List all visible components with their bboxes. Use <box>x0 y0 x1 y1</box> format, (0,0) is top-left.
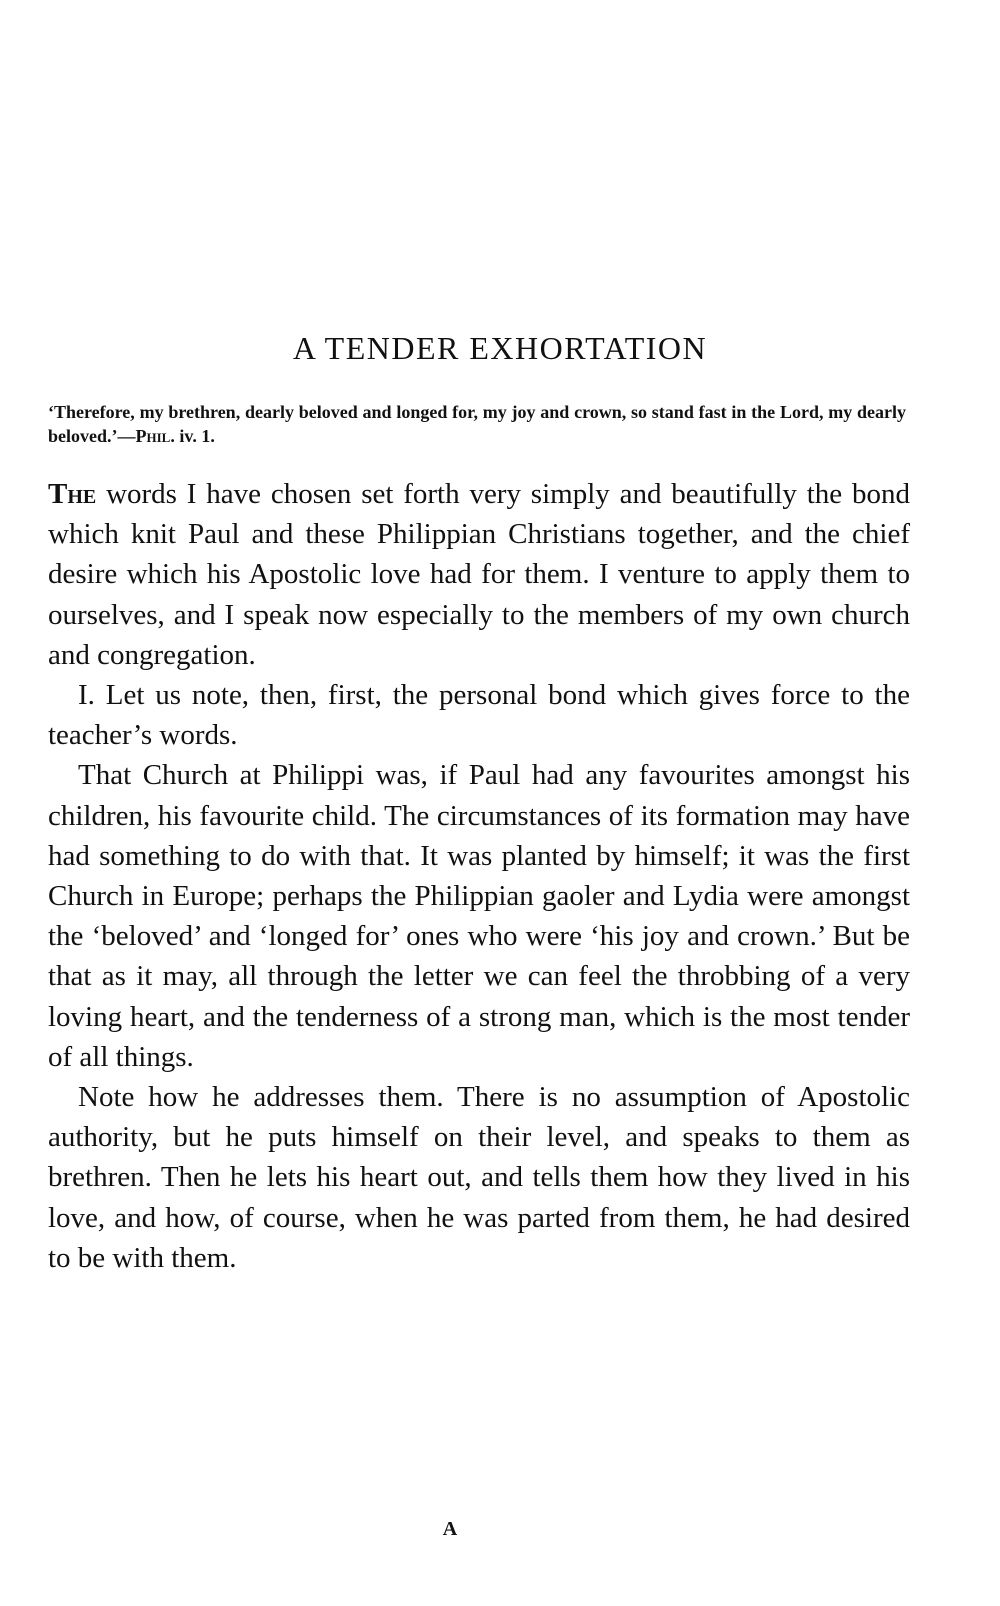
paragraph-1-lead-word: The <box>48 478 97 510</box>
paragraph-3: That Church at Philippi was, if Paul had any favourites amongst his children, his favourite child. The circumstances of its formation may have had something to do with that. It was planted by himself; it was the first Church in Europe; perhaps the Philippian gaoler and Lydia were amongst the ‘beloved’ and ‘longed for’ ones who were ‘his joy and crown.’ But be that as it may, all through the letter we can feel the throbbing of a very loving heart, and the tenderness of a strong man, which is the most tender of all things. <box>48 759 910 1073</box>
epigraph-reference-book: Phil. <box>135 426 175 446</box>
body-text <box>48 474 910 1278</box>
chapter-title: A TENDER EXHORTATION <box>292 330 708 366</box>
paragraph-4: Note how he addresses them. There is no assumption of Apostolic authority, but he puts himself on their level, and speaks to them as brethren. Then he lets his heart out, and tells them how they lived in his love, and how, of course, when he was parted from them, he had desired to be with them. <box>48 1081 910 1274</box>
paragraph-1-text: words I have chosen set forth very simply and beautifully the bond which knit Paul and these Philippian Christians together, and the chief desire which his Apostolic love had for them. I venture to apply them to ourselves, and I speak now especially to the members of my own church and congregation. <box>48 478 910 671</box>
paragraph-2: I. Let us note, then, first, the personal bond which gives force to the teacher’s words. <box>48 679 910 752</box>
paragraph-1 <box>48 474 910 675</box>
epigraph-reference-chapter: iv. 1. <box>174 426 215 446</box>
epigraph-text: ‘Therefore, my brethren, dearly beloved and longed for, my joy and crown, so stand fast in the Lord, my dearly beloved.’— <box>48 402 906 446</box>
epigraph-quote <box>48 400 906 448</box>
printer-signature-mark: A <box>442 1518 458 1540</box>
